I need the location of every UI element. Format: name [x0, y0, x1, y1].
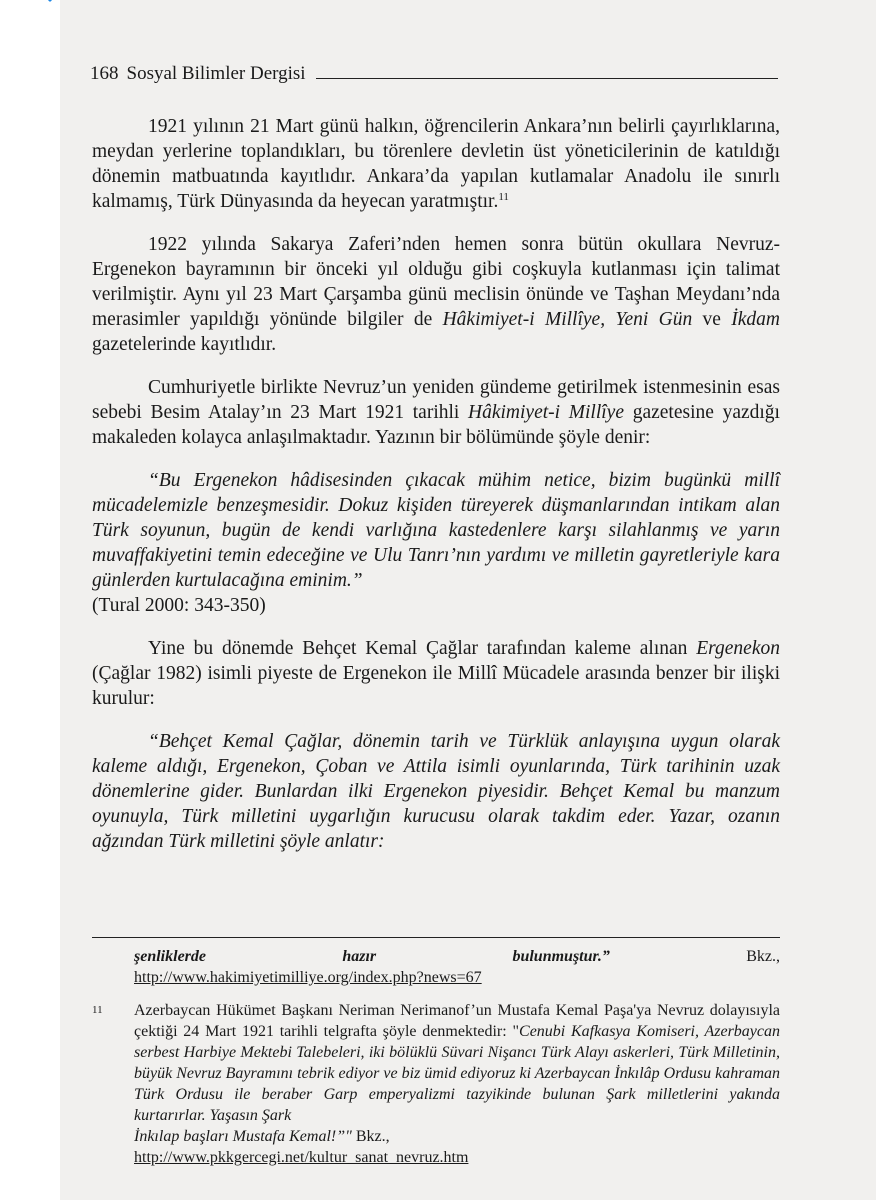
running-header [90, 55, 778, 85]
paragraph-1: 1921 yılının 21 Mart günü halkın, öğrencilerin Ankara’nın belirli çayırlıklarına, meydan yerlerine toplandıkları, bu törenlere devletin üst yöneticilerinin de katıldığı dönemin matbuatında kayıtlıdır. Ankara’da yapılan kutlamalar Anadolu ile sınırlı kalmamış, Türk Dünyasında da heyecan yaratmıştır.$^{11}$ [92, 116, 780, 212]
page-number: 168 [90, 63, 119, 84]
footnote-continuation: şenliklerde hazır bulunmuştur.” Bkz., http://www.hakimiyetimilliye.org/index.php?news=67 [134, 948, 780, 986]
header-rule [316, 78, 778, 79]
paragraph-2: 1922 yılında Sakarya Zaferi’nden hemen sonra bütün okullara Nevruz-Ergenekon bayramının bir önceki yıl olduğu gibi coşkuyla kutlanması için talimat verilmiştir. Aynı yıl 23 Mart Çarşamba günü meclisin önünde ve Taşhan Meydanı’nda merasimler yapıldığı yönünde bilgiler de Hâkimiyet-i Millîye, Yeni Gün ve İkdam gazetelerinde kayıtlıdır. [92, 234, 781, 355]
paragraph-3: Cumhuriyetle birlikte Nevruz’un yeniden gündeme getirilmek istenmesinin esas sebebi Besim Atalay’ın 23 Mart 1921 tarihli Hâkimiyet-i Millîye gazetesine yazdığı makaleden kolayca anlaşılmaktadır. Yazının bir bölümünde şöyle denir: [92, 377, 780, 448]
quote-source: (Tural 2000: 343-350) [92, 595, 266, 616]
footnote-mark: 11 [92, 1004, 103, 1016]
paragraph-4: Yine bu dönemde Behçet Kemal Çağlar tarafından kaleme alınan Ergenekon (Çağlar 1982) isimli piyeste de Ergenekon ile Millî Mücadele arasında benzer bir ilişki kurulur: [92, 638, 780, 709]
footnote-link[interactable]: http://www.hakimiyetimilliye.org/index.php?news=67 [134, 969, 482, 986]
footnote-link[interactable]: http://www.pkkgercegi.net/kultur_sanat_nevruz.htm [134, 1149, 469, 1166]
footnote-rule [92, 937, 780, 938]
block-quote-2: “Behçet Kemal Çağlar, dönemin tarih ve Türklük anlayışına uygun olarak kaleme aldığı, Ergenekon, Çoban ve Attila isimli oyunlarında, Türk tarihinin uzak dönemlerine gider. Bunlardan ilki Ergenekon piyesidir. Behçet Kemal bu manzum oyunuyla, Türk milletini uygarlığın kurucusu olarak takdim eder. Yazar, ozanın ağzından Türk milletini şöyle anlatır: [92, 731, 780, 852]
footnote-11: 11 Azerbaycan Hükümet Başkanı Neriman Nerimanof’un Mustafa Kemal Paşa'ya Nevruz dolayısıyla çektiği 24 Mart 1921 tarihli telgrafta şöyle denmektedir: "Cenubi Kafkasya Komiseri, Azerbaycan serbest Harbiye Mektebi Talebeleri, iki bölüklü Süvari Nişancı Türk Alayı askerleri, Türk Milletinin, büyük Nevruz Bayramını tebrik ediyor ve biz ümid ediyoruz ki Azerbaycan İnkılâp Ordusu kahraman Türk Ordusu ile beraber Garp emperyalizmi tazyikinde bulunan Şark milletlerini yakında kurtarırlar. Yaşasın Şark İnkılap başları Mustafa Kemal!”" Bkz., http://www.pkkgercegi.net/kultur_sanat_nevruz.htm [92, 1002, 780, 1166]
footnote-ref-11[interactable]: 11 [498, 191, 509, 203]
journal-title: Sosyal Bilimler Dergisi [126, 63, 306, 84]
block-quote-1: “Bu Ergenekon hâdisesinden çıkacak mühim netice, bizim bugünkü millî mücadelemizle benzeşmesidir. Dokuz kişiden türeyerek düşmanlarından intikam alan Türk soyunun, bugün de kendi varlığına kastedenlere karşı silahlanmış ve yarın muvaffakiyetini temin edeceğine ve Ulu Tanrı’nın yardımı ve milletin gayretleriyle kara günlerden kurtulacağına eminim.” (Tural 2000: 343-350) [92, 470, 780, 616]
main-text [92, 114, 780, 872]
